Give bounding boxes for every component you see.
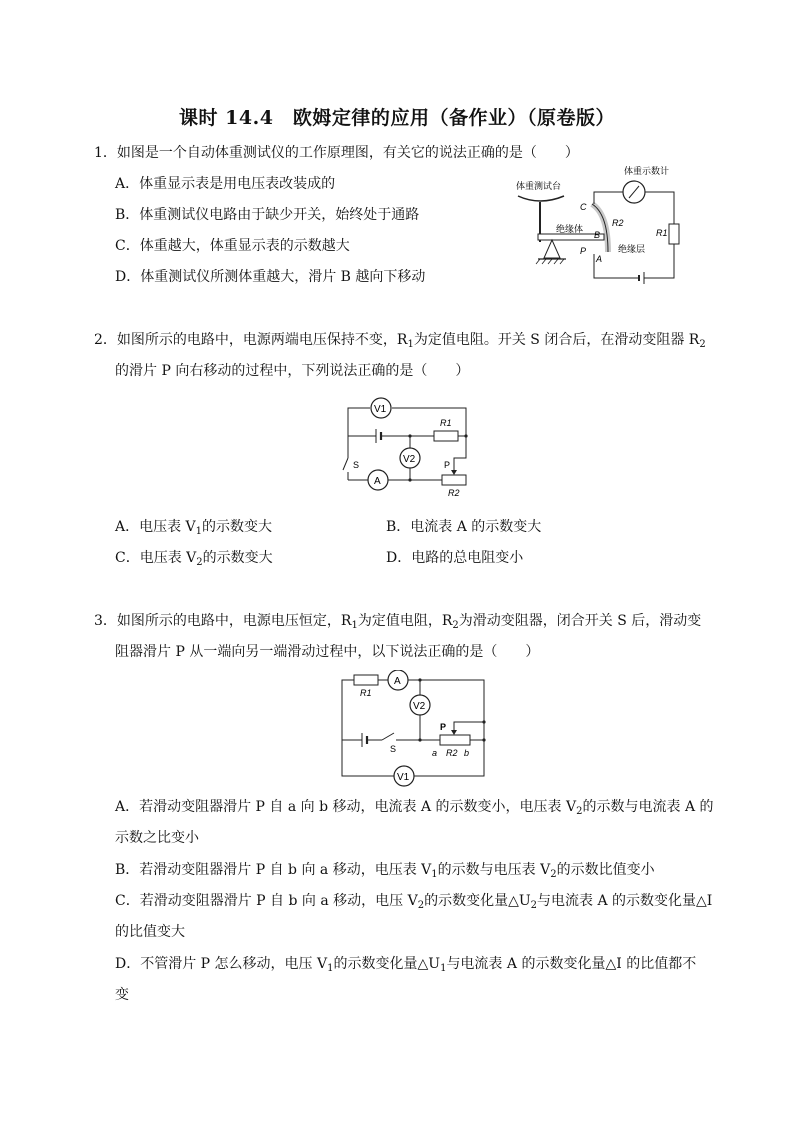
- q3-stem-line1: 3．如图所示的电路中，电源电压恒定，$R_1$为定值电阻，$R_2$为滑动变阻器，闭合开关 S 后，滑动变: [94, 613, 702, 631]
- q1-label-p: P: [580, 246, 587, 256]
- q3-label-p: P: [440, 722, 447, 732]
- q2-label-a: A: [374, 476, 381, 487]
- q2-label-v2: V2: [403, 454, 416, 465]
- q1-label-r1: R1: [656, 228, 668, 238]
- q2-stem-line1: 2．如图所示的电路中，电源两端电压保持不变，$R_1$为定值电阻。开关 S 闭合后，在滑动变阻器 $R_2$: [94, 332, 706, 350]
- page-title: 课时 14.4 欧姆定律的应用（备作业）（原卷版）: [179, 107, 615, 129]
- q2-circuit-diagram: [340, 396, 470, 500]
- q2-rheostat-r2: [442, 475, 466, 485]
- q3-resistor-r1: [354, 675, 378, 685]
- q1-weighing-circuit-diagram: [512, 162, 698, 286]
- q2-label-r2: R2: [448, 488, 460, 498]
- q3-stem-line2: 阻器滑片 P 从一端向另一端滑动过程中，以下说法正确的是（ ）: [115, 644, 540, 660]
- q1-label-meter: 体重示数计: [624, 166, 670, 176]
- q3-circuit-diagram: [336, 670, 490, 788]
- q3-option-a-line1[interactable]: A．若滑动变阻器滑片 P 自 a 向 b 移动，电流表 A 的示数变小，电压表 $V_2$的示数与电流表 A 的: [115, 799, 714, 817]
- q1-option-d[interactable]: D．体重测试仪所测体重越大，滑片 B 越向下移动: [115, 269, 426, 285]
- q1-label-insulator: 绝缘体: [556, 224, 584, 234]
- q3-option-c-line2[interactable]: 的比值变大: [115, 924, 185, 940]
- q1-label-insulating-layer: 绝缘层: [618, 244, 646, 254]
- q3-label-a: A: [394, 676, 401, 687]
- q2-option-c[interactable]: C．电压表 $V_2$的示数变大: [115, 550, 273, 568]
- q3-slider-p: [451, 730, 457, 735]
- q3-label-r2: R2: [446, 748, 458, 758]
- q1-label-a: A: [596, 254, 603, 264]
- q1-stem: 1．如图是一个自动体重测试仪的工作原理图，有关它的说法正确的是（ ）: [94, 145, 579, 161]
- q2-resistor-r1: [434, 431, 458, 441]
- q2-label-r1: R1: [440, 418, 452, 428]
- q1-label-r2: R2: [612, 218, 624, 228]
- q3-option-b[interactable]: B．若滑动变阻器滑片 P 自 b 向 a 移动，电压表 $V_1$的示数与电压表 $V_2$的示数比值变小: [115, 862, 655, 880]
- q1-platform-shape: [518, 196, 564, 201]
- q2-option-b[interactable]: B．电流表 A 的示数变大: [386, 519, 542, 535]
- q3-label-r1: R1: [360, 688, 372, 698]
- q3-label-v2: V2: [413, 701, 426, 712]
- q2-option-d[interactable]: D．电路的总电阻变小: [386, 550, 524, 566]
- q2-switch-s: [343, 458, 348, 470]
- q1-option-c[interactable]: C．体重越大，体重显示表的示数越大: [115, 238, 350, 254]
- q3-rheostat-r2: [440, 735, 470, 745]
- q1-pivot: [544, 240, 560, 258]
- q3-option-a-line2[interactable]: 示数之比变小: [115, 830, 199, 846]
- q1-label-platform: 体重测试台: [516, 181, 562, 191]
- q3-option-d-line2[interactable]: 变: [115, 987, 129, 1003]
- q2-slider-p: [451, 470, 457, 475]
- q2-label-p: P: [444, 460, 451, 470]
- q1-r1-resistor: [669, 224, 679, 244]
- q1-label-b: B: [594, 230, 601, 240]
- q3-option-c-line1[interactable]: C．若滑动变阻器滑片 P 自 b 向 a 移动，电压 $V_2$的示数变化量$\triangle U_2$与电流表 A 的示数变化量△I: [115, 893, 713, 911]
- q3-label-v1: V1: [397, 772, 410, 783]
- q1-option-b[interactable]: B．体重测试仪电路由于缺少开关，始终处于通路: [115, 207, 420, 223]
- q2-option-a[interactable]: A．电压表 $V_1$的示数变大: [115, 519, 273, 537]
- q1-label-c: C: [580, 202, 587, 212]
- q3-label-b-end: b: [464, 748, 470, 758]
- q3-switch-s: [382, 733, 394, 740]
- q3-option-d-line1[interactable]: D．不管滑片 P 怎么移动，电压 $V_1$的示数变化量$\triangle U_1$与电流表 A 的示数变化量△I 的比值都不: [115, 956, 697, 974]
- q3-label-s: S: [390, 744, 397, 754]
- q1-option-a[interactable]: A．体重显示表是用电压表改装成的: [115, 176, 336, 192]
- q2-stem-line2: 的滑片 P 向右移动的过程中，下列说法正确的是（ ）: [115, 363, 470, 379]
- q2-label-s: S: [353, 460, 360, 470]
- q3-label-a-end: a: [432, 748, 438, 758]
- q2-label-v1: V1: [374, 404, 387, 415]
